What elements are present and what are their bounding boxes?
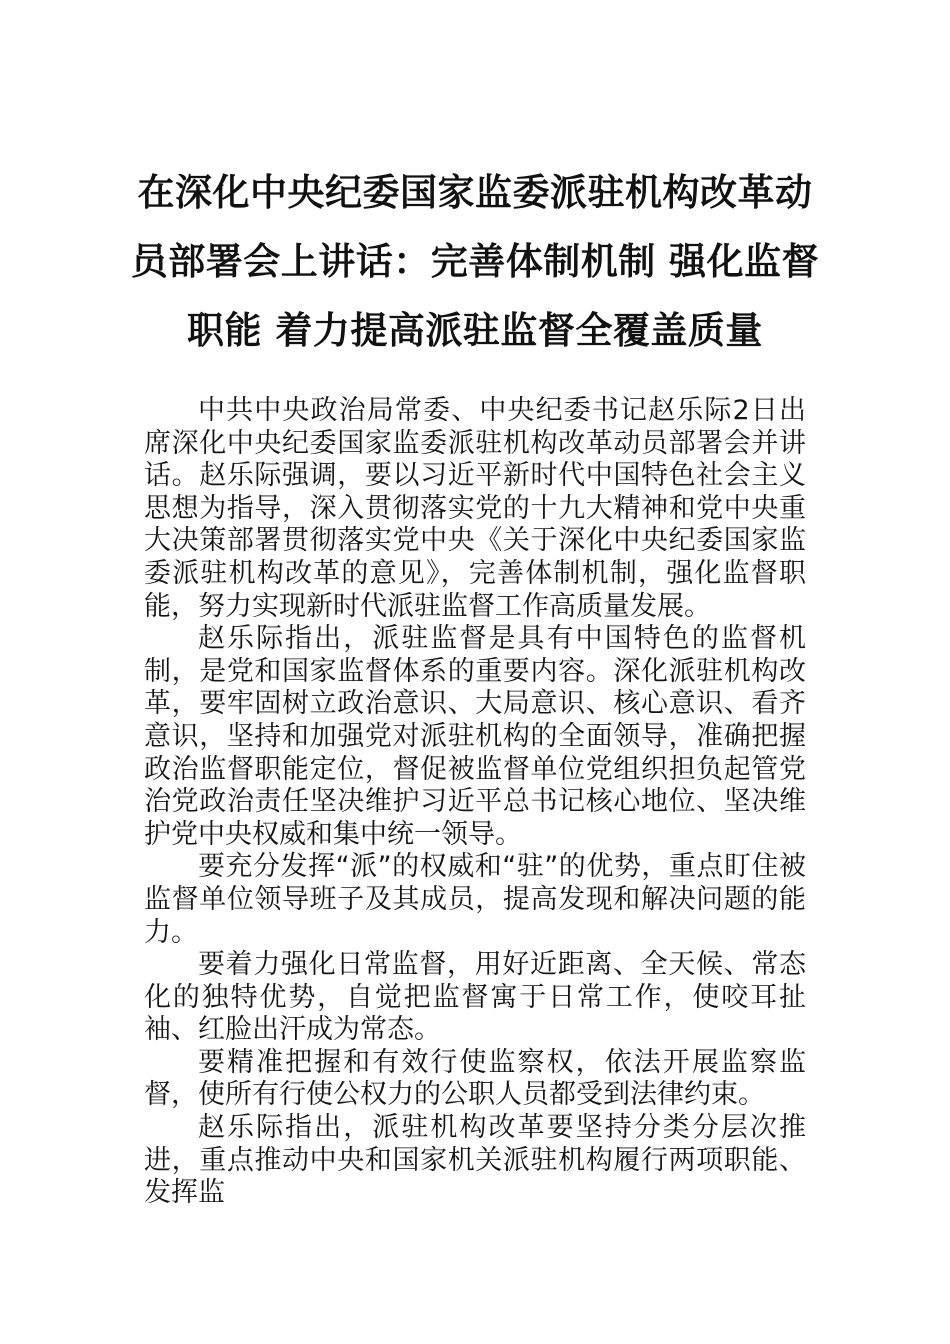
title-line-1: 在深化中央纪委国家监委派驻机构改革动: [137, 171, 813, 214]
paragraph-5: 要精准把握和有效行使监察权，依法开展监察监督，使所有行使公权力的公职人员都受到法律约束。: [144, 1046, 806, 1111]
title-line-3: 职能 着力提高派驻监督全覆盖质量: [187, 309, 763, 352]
paragraph-3: 要充分发挥“派”的权威和“驻”的优势，重点盯住被监督单位领导班子及其成员，提高发现和解决问题的能力。: [144, 851, 806, 948]
paragraph-6: 赵乐际指出，派驻机构改革要坚持分类分层次推进，重点推动中央和国家机关派驻机构履行两项职能、发挥监: [144, 1112, 806, 1209]
title-line-2: 员部署会上讲话：完善体制机制 强化监督: [130, 240, 820, 283]
document-title: [130, 158, 820, 365]
paragraph-1: 中共中央政治局常委、中央纪委书记赵乐际2日出席深化中央纪委国家监委派驻机构改革动员部署会并讲话。赵乐际强调，要以习近平新时代中国特色社会主义思想为指导，深入贯彻落实党的十九大精神和党中央重大决策部署贯彻落实党中央《关于深化中央纪委国家监委派驻机构改革的意见》，完善体制机制，强化监督职能，努力实现新时代派驻监督工作高质量发展。: [144, 395, 806, 622]
paragraph-2: 赵乐际指出，派驻监督是具有中国特色的监督机制，是党和国家监督体系的重要内容。深化派驻机构改革，要牢固树立政治意识、大局意识、核心意识、看齐意识，坚持和加强党对派驻机构的全面领导，准确把握政治监督职能定位，督促被监督单位党组织担负起管党治党政治责任坚决维护习近平总书记核心地位、坚决维护党中央权威和集中统一领导。: [144, 623, 806, 850]
document-body: [144, 395, 806, 1210]
paragraph-4: 要着力强化日常监督，用好近距离、全天候、常态化的独特优势，自觉把监督寓于日常工作，使咬耳扯袖、红脸出汗成为常态。: [144, 949, 806, 1046]
